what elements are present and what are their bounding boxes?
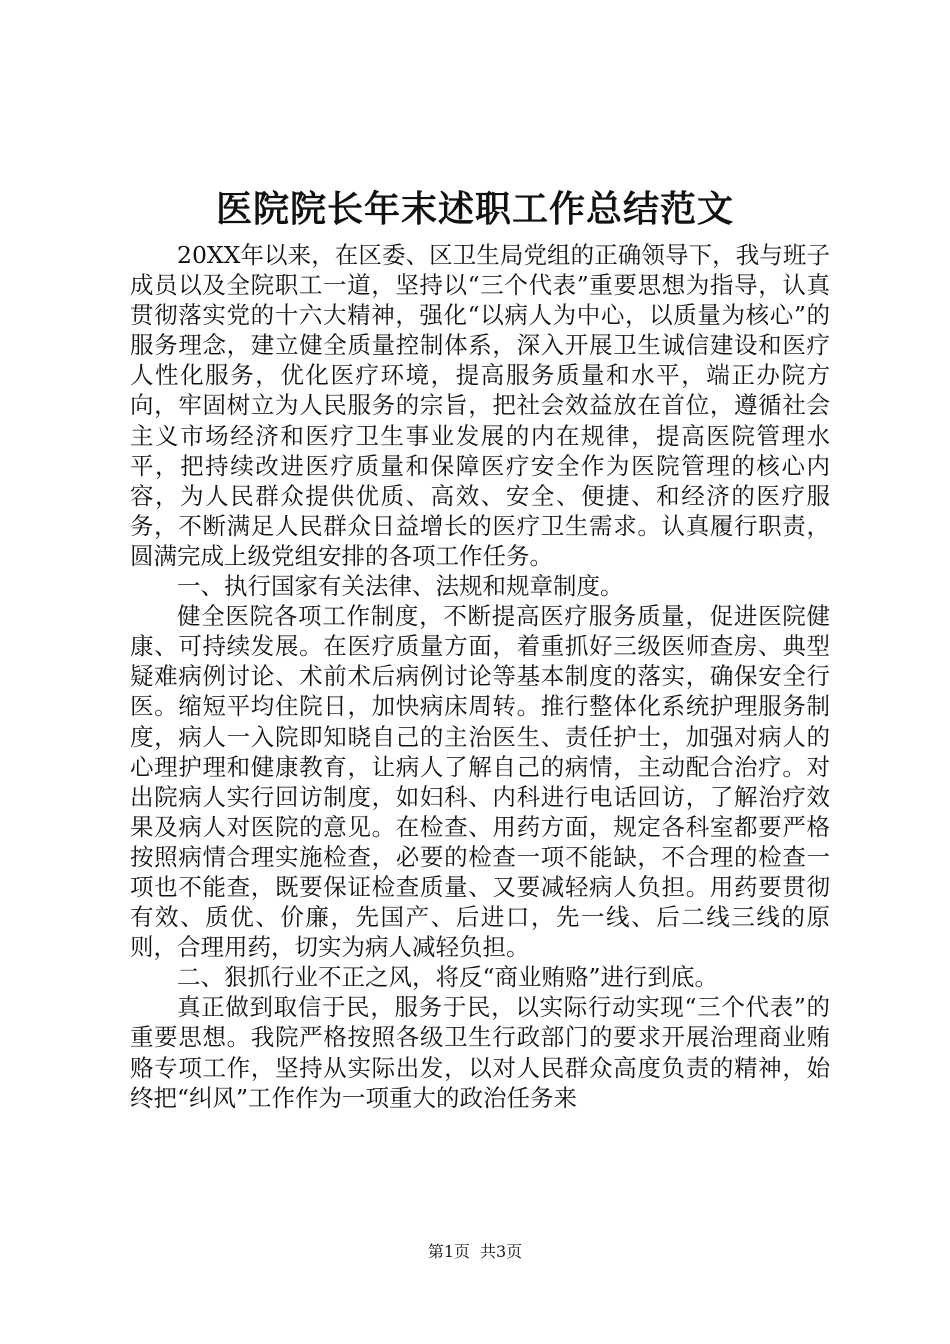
page-total: 共3页 xyxy=(480,1242,523,1261)
body-paragraph: 20XX年以来，在区委、区卫生局党组的正确领导下，我与班子成员以及全院职工一道，坚持以“三个代表”重要思想为指导，认真贯彻落实党的十六大精神，强化“以病人为中心，以质量为核心”的服务理念，建立健全质量控制体系，深入开展卫生诚信建设和医疗人性化服务，优化医疗环境，提高服务质量和水平，端正办院方向，牢固树立为人民服务的宗旨，把社会效益放在首位，遵循社会主义市场经济和医疗卫生事业发展的内在规律，提高医院管理水平，把持续改进医疗质量和保障医疗安全作为医院管理的核心内容，为人民群众提供优质、高效、安全、便捷、和经济的医疗服务，不断满足人民群众日益增长的医疗卫生需求。认真履行职责，圆满完成上级党组安排的各项工作任务。 xyxy=(130,241,830,570)
section-heading: 二、狠抓行业不正之风，将反“商业贿赂”进行到底。 xyxy=(177,963,719,992)
body-paragraph: 健全医院各项工作制度，不断提高医疗服务质量，促进医院健康、可持续发展。在医疗质量方面，着重抓好三级医师查房、典型疑难病例讨论、术前术后病例讨论等基本制度的落实，确保安全行医。缩短平均住院日，加快病床周转。推行整体化系统护理服务制度，病人一入院即知晓自己的主治医生、责任护士，加强对病人的心理护理和健康教育，让病人了解自己的病情，主动配合治疗。对出院病人实行回访制度，如妇科、内科进行电话回访，了解治疗效果及病人对医院的意见。在检查、用药方面，规定各科室都要严格按照病情合理实施检查，必要的检查一项不能缺，不合理的检查一项也不能查，既要保证检查质量、又要减轻病人负担。用药要贯彻有效、质优、价廉，先国产、后进口，先一线、后二线三线的原则，合理用药，切实为病人减轻负担。 xyxy=(130,602,830,962)
page-number: 第1页 xyxy=(427,1242,470,1261)
body-paragraph: 真正做到取信于民，服务于民，以实际行动实现“三个代表”的重要思想。我院严格按照各级卫生行政部门的要求开展治理商业贿赂专项工作，坚持从实际出发，以对人民群众高度负责的精神，始终把“纠风”工作作为一项重大的政治任务来 xyxy=(130,993,830,1112)
page-footer xyxy=(0,1241,950,1263)
document-body xyxy=(130,240,830,1113)
document-title: 医院院长年末述职工作总结范文 xyxy=(215,188,734,230)
section-heading: 一、执行国家有关法律、法规和规章制度。 xyxy=(177,572,624,601)
